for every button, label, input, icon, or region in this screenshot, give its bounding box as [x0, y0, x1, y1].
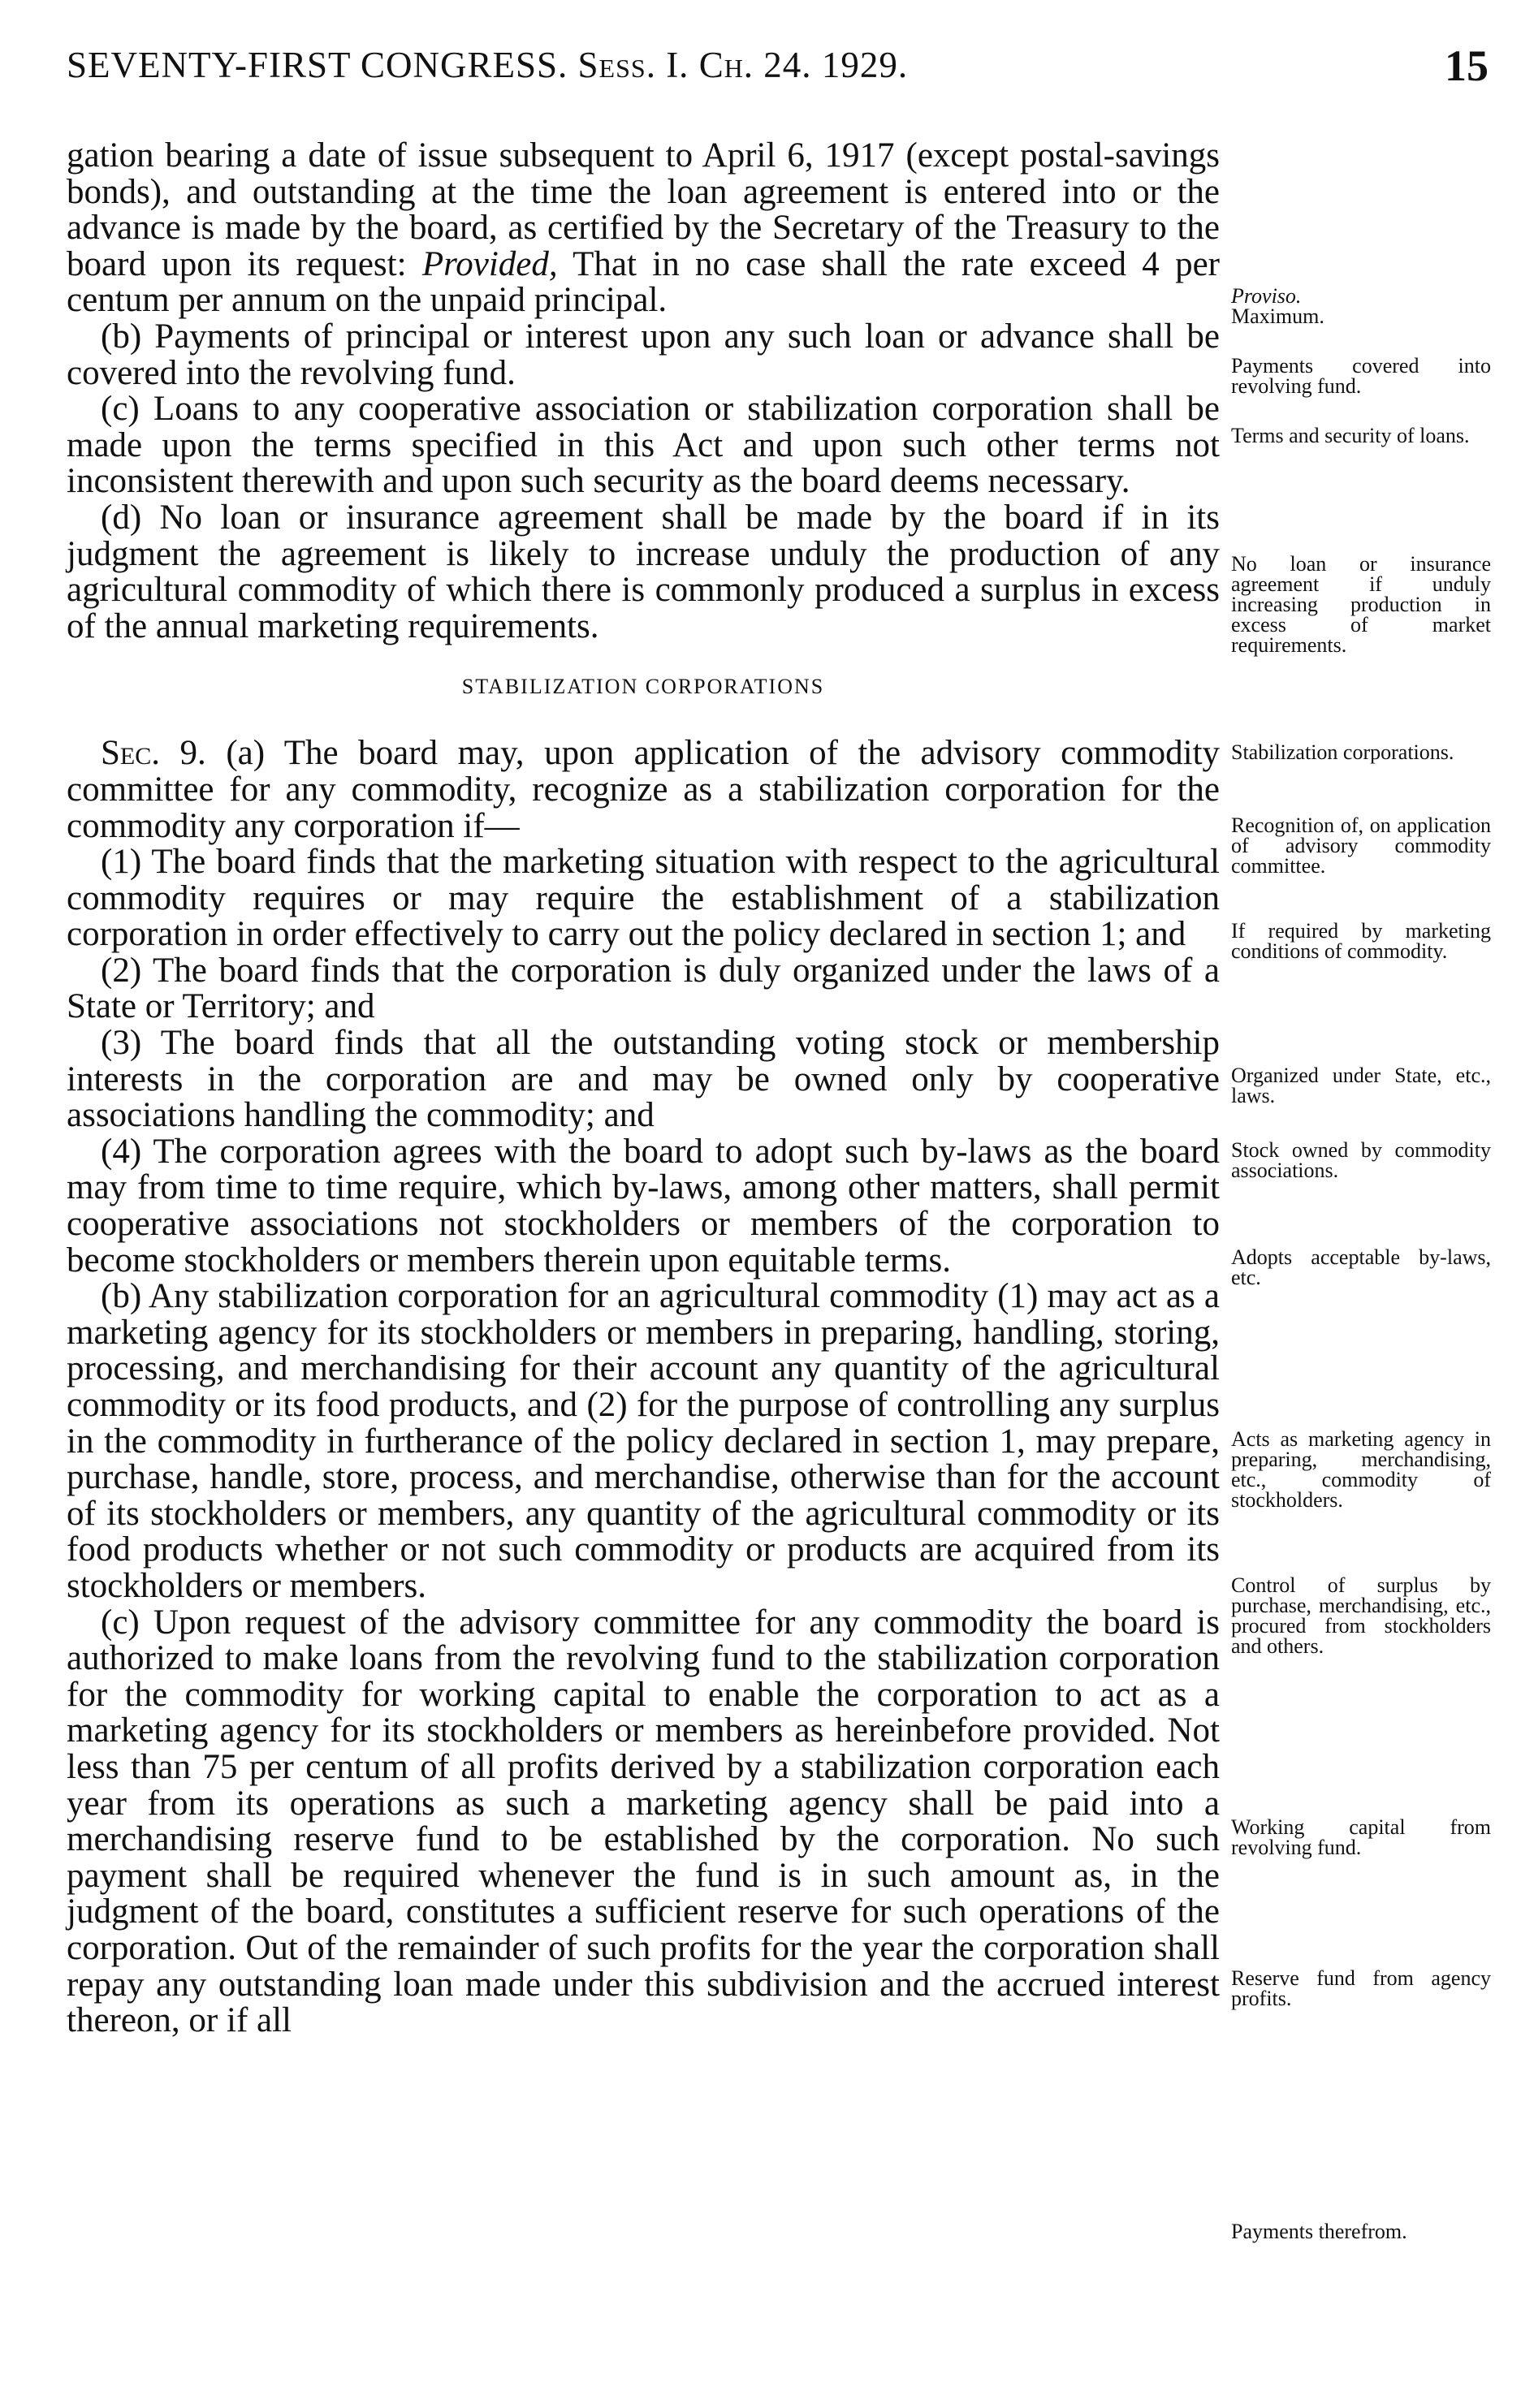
- margin-note: Acts as marketing agency in preparing, merchandising, etc., commodity of stockholders.: [1231, 1427, 1491, 1512]
- section-heading: STABILIZATION CORPORATIONS: [461, 675, 825, 699]
- session-label: Sess. I.: [577, 45, 689, 85]
- margin-note: Recognition of, on application of advisory commodity committee.: [1231, 813, 1491, 878]
- paragraph-text: That in no case shall the rate exceed 4 per centum per annum on the unpaid principal.: [67, 244, 1220, 320]
- margin-note: Control of surplus by purchase, merchandising, etc., procured from stockholders and others.: [1231, 1573, 1491, 1658]
- margin-note: Organized under State, etc., laws.: [1231, 1064, 1491, 1107]
- paragraph: [67, 736, 1220, 844]
- margin-note: Payments covered into revolving fund.: [1231, 354, 1491, 398]
- paragraph: [67, 138, 1220, 319]
- margin-note-text: Maximum.: [1231, 304, 1324, 328]
- paragraph: (3) The board finds that all the outstanding voting stock or membership interests in the corporation are and may be owned only by cooperative associations handling the commodity; and: [67, 1024, 1220, 1135]
- margin-note: No loan or insurance agreement if unduly increasing production in excess of market requirements.: [1231, 552, 1491, 657]
- main-text-column: [67, 138, 1220, 2039]
- margin-note: If required by marketing conditions of commodity.: [1231, 919, 1491, 963]
- margin-note-proviso: Proviso.: [1231, 284, 1302, 308]
- margin-note: Payments therefrom.: [1231, 2220, 1407, 2243]
- margin-note: Stabilization corporations.: [1231, 740, 1454, 764]
- chapter-label: Ch. 24.: [698, 45, 812, 85]
- running-header: [67, 44, 908, 86]
- page-number: 15: [1445, 41, 1489, 90]
- year-label: 1929.: [821, 45, 909, 85]
- paragraph: (d) No loan or insurance agreement shall be made by the board if in its judgment the agreement is likely to increase unduly the production of any agricultural commodity of which there is commonly produced a surplus in excess of the annual marketing requirements.: [67, 498, 1220, 645]
- paragraph: (1) The board finds that the marketing situation with respect to the agricultural commodity requires or may require the establishment of a stabilization corporation in order effectively to carry out the policy declared in section 1; and: [67, 843, 1220, 954]
- paragraph: (b) Payments of principal or interest upon any such loan or advance shall be covered into the revolving fund.: [67, 317, 1220, 392]
- running-title: SEVENTY-FIRST CONGRESS.: [67, 45, 568, 85]
- paragraph-text: gation bearing a date of issue subsequent to April 6, 1917 (except postal-savings bonds), and outstanding at the time the loan agreement is entered into or the advance is made by the board, as certified by the Secretary of the Treasury to the board upon its request:: [67, 136, 1220, 283]
- proviso-term: Provided,: [421, 244, 558, 283]
- paragraph: (b) Any stabilization corporation for an agricultural commodity (1) may act as a marketing agency for its stockholders or members in preparing, handling, storing, processing, and merchandising for their account any quantity of the agricultural commodity or its food products, and (2) for the purpose of controlling any surplus in the commodity in furtherance of the policy declared in section 1, may prepare, purchase, handle, store, process, and merchandise, otherwise than for the account of its stockholders or members, any quantity of the agricultural commodity or its food products whether or not such commodity or products are acquired from its stockholders or members.: [67, 1277, 1220, 1605]
- paragraph: (4) The corporation agrees with the board to adopt such by-laws as the board may from time to time require, which by-laws, among other matters, shall permit cooperative associations not stockholders or members of the corporation to become stockholders or members therein upon equitable terms.: [67, 1132, 1220, 1280]
- paragraph: (2) The board finds that the corporation is duly organized under the laws of a State or Territory; and: [67, 951, 1220, 1026]
- margin-note: [1231, 286, 1491, 326]
- section-label: Sec. 9.: [101, 734, 206, 773]
- paragraph-text: (a) The board may, upon application of the advisory commodity committee for any commodity, recognize as a stabilization corporation for the commodity any corporation if—: [67, 734, 1221, 845]
- margin-note: Terms and security of loans.: [1231, 424, 1470, 447]
- margin-note: Adopts acceptable by-laws, etc.: [1231, 1245, 1491, 1289]
- paragraph: (c) Upon request of the advisory committee for any commodity the board is authorized to make loans from the revolving fund to the stabilization corporation for the commodity for working capital to enable the corporation to act as a marketing agency for its stockholders or members as hereinbefore provided. Not less than 75 per centum of all profits derived by a stabilization corporation each year from its operations as such a marketing agency shall be paid into a merchandising reserve fund to be established by the corporation. No such payment shall be required whenever the fund is in such amount as, in the judgment of the board, constitutes a sufficient reserve for such operations of the corporation. Out of the remainder of such profits for the year the corporation shall repay any outstanding loan made under this subdivision and the accrued interest thereon, or if all: [67, 1603, 1220, 2040]
- margin-note: Stock owned by commodity associations.: [1231, 1138, 1491, 1182]
- margin-note: Reserve fund from agency profits.: [1231, 1966, 1491, 2010]
- paragraph: (c) Loans to any cooperative association or stabilization corporation shall be made upon the terms specified in this Act and upon such other terms not inconsistent therewith and upon such security as the board deems necessary.: [67, 390, 1220, 501]
- margin-note: Working capital from revolving fund.: [1231, 1815, 1491, 1859]
